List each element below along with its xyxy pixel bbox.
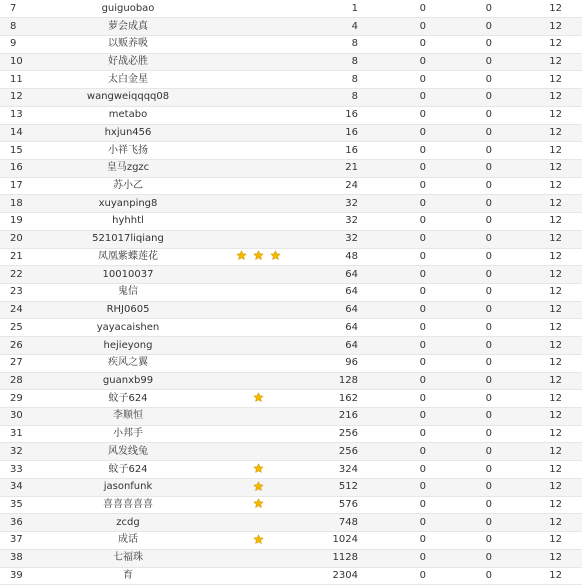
stat-cell-2: 0 <box>426 443 492 461</box>
stat-cell-1: 0 <box>368 159 426 177</box>
table-row <box>0 0 582 18</box>
stat-cell-1: 0 <box>368 549 426 567</box>
stat-cell-3: 12 <box>492 496 582 514</box>
score-cell: 64 <box>308 301 368 319</box>
table-row <box>0 18 582 36</box>
stat-cell-2: 0 <box>426 106 492 124</box>
rank-cell: 15 <box>0 142 48 160</box>
score-cell: 32 <box>308 213 368 231</box>
star-rating <box>208 0 308 18</box>
stat-cell-3: 12 <box>492 230 582 248</box>
stat-cell-1: 0 <box>368 266 426 284</box>
star-rating <box>208 496 308 514</box>
score-cell: 21 <box>308 159 368 177</box>
star-rating <box>208 266 308 284</box>
score-cell: 8 <box>308 89 368 107</box>
stat-cell-3: 12 <box>492 89 582 107</box>
rank-cell: 37 <box>0 532 48 550</box>
player-name: guanxb99 <box>48 372 208 390</box>
stat-cell-1: 0 <box>368 532 426 550</box>
stat-cell-3: 12 <box>492 337 582 355</box>
player-name: 风发线兔 <box>48 443 208 461</box>
stat-cell-1: 0 <box>368 425 426 443</box>
player-name: 小祥飞扬 <box>48 142 208 160</box>
stat-cell-3: 12 <box>492 372 582 390</box>
stat-cell-2: 0 <box>426 549 492 567</box>
stat-cell-1: 0 <box>368 53 426 71</box>
table-row <box>0 425 582 443</box>
stat-cell-1: 0 <box>368 35 426 53</box>
player-name: 太白金星 <box>48 71 208 89</box>
stat-cell-1: 0 <box>368 18 426 36</box>
stat-cell-1: 0 <box>368 443 426 461</box>
score-cell: 1 <box>308 0 368 18</box>
score-cell: 162 <box>308 390 368 408</box>
score-cell: 1024 <box>308 532 368 550</box>
star-rating <box>208 89 308 107</box>
score-cell: 16 <box>308 124 368 142</box>
stat-cell-2: 0 <box>426 372 492 390</box>
stat-cell-3: 12 <box>492 35 582 53</box>
table-row <box>0 567 582 585</box>
rank-cell: 33 <box>0 461 48 479</box>
rank-cell: 23 <box>0 284 48 302</box>
star-rating <box>208 372 308 390</box>
stat-cell-3: 12 <box>492 425 582 443</box>
player-name: zcdg <box>48 514 208 532</box>
stat-cell-1: 0 <box>368 177 426 195</box>
score-cell: 8 <box>308 35 368 53</box>
stat-cell-3: 12 <box>492 71 582 89</box>
stat-cell-3: 12 <box>492 53 582 71</box>
table-row <box>0 248 582 266</box>
player-name: hyhhtl <box>48 213 208 231</box>
table-row <box>0 106 582 124</box>
stat-cell-2: 0 <box>426 319 492 337</box>
player-name: 成话 <box>48 532 208 550</box>
stat-cell-2: 0 <box>426 354 492 372</box>
stat-cell-1: 0 <box>368 354 426 372</box>
player-name: 凤凰紫蝶莲花 <box>48 248 208 266</box>
rank-cell: 14 <box>0 124 48 142</box>
table-row <box>0 124 582 142</box>
star-rating <box>208 18 308 36</box>
rank-cell: 35 <box>0 496 48 514</box>
star-rating <box>208 284 308 302</box>
table-row <box>0 177 582 195</box>
stat-cell-3: 12 <box>492 248 582 266</box>
star-rating <box>208 390 308 408</box>
score-cell: 64 <box>308 284 368 302</box>
rank-cell: 38 <box>0 549 48 567</box>
rank-cell: 10 <box>0 53 48 71</box>
stat-cell-2: 0 <box>426 159 492 177</box>
score-cell: 512 <box>308 478 368 496</box>
table-row <box>0 195 582 213</box>
rank-cell: 11 <box>0 71 48 89</box>
stat-cell-1: 0 <box>368 284 426 302</box>
stat-cell-1: 0 <box>368 461 426 479</box>
star-icon <box>253 481 264 492</box>
rank-cell: 22 <box>0 266 48 284</box>
table-row <box>0 142 582 160</box>
rank-cell: 17 <box>0 177 48 195</box>
stat-cell-2: 0 <box>426 142 492 160</box>
score-cell: 576 <box>308 496 368 514</box>
stat-cell-2: 0 <box>426 195 492 213</box>
stat-cell-3: 12 <box>492 301 582 319</box>
stat-cell-2: 0 <box>426 266 492 284</box>
player-name: 10010037 <box>48 266 208 284</box>
stat-cell-3: 12 <box>492 390 582 408</box>
star-rating <box>208 248 308 266</box>
rank-cell: 7 <box>0 0 48 18</box>
player-name: guiguobao <box>48 0 208 18</box>
player-name: jasonfunk <box>48 478 208 496</box>
stat-cell-2: 0 <box>426 408 492 426</box>
player-name: yayacaishen <box>48 319 208 337</box>
stat-cell-3: 12 <box>492 567 582 585</box>
rank-cell: 24 <box>0 301 48 319</box>
player-name: xuyanping8 <box>48 195 208 213</box>
star-icon <box>253 463 264 474</box>
star-rating <box>208 35 308 53</box>
score-cell: 216 <box>308 408 368 426</box>
rank-cell: 18 <box>0 195 48 213</box>
table-row <box>0 461 582 479</box>
rank-cell: 12 <box>0 89 48 107</box>
star-rating <box>208 71 308 89</box>
table-row <box>0 390 582 408</box>
stat-cell-2: 0 <box>426 301 492 319</box>
stat-cell-3: 12 <box>492 0 582 18</box>
stat-cell-1: 0 <box>368 372 426 390</box>
stat-cell-2: 0 <box>426 425 492 443</box>
table-row <box>0 71 582 89</box>
stat-cell-2: 0 <box>426 248 492 266</box>
table-row <box>0 159 582 177</box>
stat-cell-1: 0 <box>368 230 426 248</box>
score-cell: 96 <box>308 354 368 372</box>
stat-cell-3: 12 <box>492 18 582 36</box>
table-row <box>0 230 582 248</box>
stat-cell-3: 12 <box>492 284 582 302</box>
star-rating <box>208 549 308 567</box>
stat-cell-3: 12 <box>492 354 582 372</box>
score-cell: 8 <box>308 53 368 71</box>
stat-cell-1: 0 <box>368 478 426 496</box>
stat-cell-2: 0 <box>426 177 492 195</box>
rank-cell: 34 <box>0 478 48 496</box>
star-rating <box>208 461 308 479</box>
stat-cell-2: 0 <box>426 390 492 408</box>
rank-cell: 25 <box>0 319 48 337</box>
rank-cell: 36 <box>0 514 48 532</box>
star-rating <box>208 319 308 337</box>
player-name: 李顺恒 <box>48 408 208 426</box>
rank-cell: 20 <box>0 230 48 248</box>
star-icon <box>253 534 264 545</box>
score-cell: 4 <box>308 18 368 36</box>
rank-cell: 32 <box>0 443 48 461</box>
score-cell: 64 <box>308 266 368 284</box>
score-cell: 64 <box>308 319 368 337</box>
player-name: 疾风之翼 <box>48 354 208 372</box>
stat-cell-3: 12 <box>492 408 582 426</box>
stat-cell-2: 0 <box>426 230 492 248</box>
table-row <box>0 35 582 53</box>
stat-cell-2: 0 <box>426 478 492 496</box>
star-rating <box>208 230 308 248</box>
table-row <box>0 319 582 337</box>
star-rating <box>208 213 308 231</box>
score-cell: 2304 <box>308 567 368 585</box>
table-row <box>0 337 582 355</box>
stat-cell-1: 0 <box>368 301 426 319</box>
table-row <box>0 549 582 567</box>
star-rating <box>208 301 308 319</box>
rank-cell: 27 <box>0 354 48 372</box>
player-name: wangweiqqqq08 <box>48 89 208 107</box>
stat-cell-3: 12 <box>492 549 582 567</box>
rank-cell: 16 <box>0 159 48 177</box>
star-rating <box>208 124 308 142</box>
star-rating <box>208 106 308 124</box>
rank-cell: 28 <box>0 372 48 390</box>
star-rating <box>208 53 308 71</box>
player-name: 蚊子624 <box>48 390 208 408</box>
score-cell: 1128 <box>308 549 368 567</box>
player-name: hejieyong <box>48 337 208 355</box>
table-row <box>0 266 582 284</box>
table-row <box>0 532 582 550</box>
stat-cell-3: 12 <box>492 514 582 532</box>
star-rating <box>208 142 308 160</box>
star-rating <box>208 408 308 426</box>
star-rating <box>208 354 308 372</box>
stat-cell-1: 0 <box>368 319 426 337</box>
score-cell: 16 <box>308 142 368 160</box>
stat-cell-1: 0 <box>368 248 426 266</box>
stat-cell-2: 0 <box>426 284 492 302</box>
stat-cell-1: 0 <box>368 408 426 426</box>
stat-cell-2: 0 <box>426 337 492 355</box>
player-name: 萝会成真 <box>48 18 208 36</box>
stat-cell-3: 12 <box>492 532 582 550</box>
player-name: 以贩养吸 <box>48 35 208 53</box>
star-icon <box>253 392 264 403</box>
stat-cell-3: 12 <box>492 124 582 142</box>
rank-cell: 30 <box>0 408 48 426</box>
player-name: 小邦手 <box>48 425 208 443</box>
star-rating <box>208 514 308 532</box>
star-rating <box>208 195 308 213</box>
stat-cell-3: 12 <box>492 443 582 461</box>
table-row <box>0 514 582 532</box>
stat-cell-2: 0 <box>426 0 492 18</box>
player-name: metabo <box>48 106 208 124</box>
star-rating <box>208 177 308 195</box>
player-name: RHJ0605 <box>48 301 208 319</box>
stat-cell-2: 0 <box>426 71 492 89</box>
stat-cell-3: 12 <box>492 195 582 213</box>
stat-cell-1: 0 <box>368 567 426 585</box>
score-cell: 16 <box>308 106 368 124</box>
score-cell: 32 <box>308 195 368 213</box>
stat-cell-1: 0 <box>368 496 426 514</box>
rank-cell: 8 <box>0 18 48 36</box>
table-row <box>0 496 582 514</box>
stat-cell-2: 0 <box>426 461 492 479</box>
stat-cell-1: 0 <box>368 390 426 408</box>
rank-cell: 13 <box>0 106 48 124</box>
player-name: hxjun456 <box>48 124 208 142</box>
stat-cell-2: 0 <box>426 514 492 532</box>
stat-cell-2: 0 <box>426 18 492 36</box>
rank-cell: 31 <box>0 425 48 443</box>
stat-cell-1: 0 <box>368 71 426 89</box>
stat-cell-3: 12 <box>492 213 582 231</box>
stat-cell-2: 0 <box>426 124 492 142</box>
player-name: 七福珠 <box>48 549 208 567</box>
stat-cell-1: 0 <box>368 337 426 355</box>
score-cell: 748 <box>308 514 368 532</box>
player-name: 育 <box>48 567 208 585</box>
stat-cell-3: 12 <box>492 159 582 177</box>
score-cell: 64 <box>308 337 368 355</box>
star-rating <box>208 337 308 355</box>
star-rating <box>208 478 308 496</box>
stat-cell-1: 0 <box>368 106 426 124</box>
player-name: 苏小乙 <box>48 177 208 195</box>
score-cell: 48 <box>308 248 368 266</box>
rank-cell: 26 <box>0 337 48 355</box>
star-rating <box>208 443 308 461</box>
stat-cell-3: 12 <box>492 106 582 124</box>
table-row <box>0 408 582 426</box>
table-row <box>0 443 582 461</box>
player-name: 521017liqiang <box>48 230 208 248</box>
score-cell: 324 <box>308 461 368 479</box>
table-row <box>0 372 582 390</box>
rank-cell: 21 <box>0 248 48 266</box>
player-name: 蚊子624 <box>48 461 208 479</box>
stat-cell-2: 0 <box>426 213 492 231</box>
table-row <box>0 284 582 302</box>
stat-cell-1: 0 <box>368 514 426 532</box>
stat-cell-2: 0 <box>426 89 492 107</box>
stat-cell-1: 0 <box>368 89 426 107</box>
stat-cell-2: 0 <box>426 496 492 514</box>
table-row <box>0 53 582 71</box>
table-row <box>0 478 582 496</box>
player-name: 鬼信 <box>48 284 208 302</box>
stat-cell-3: 12 <box>492 177 582 195</box>
score-cell: 128 <box>308 372 368 390</box>
rank-cell: 19 <box>0 213 48 231</box>
stat-cell-3: 12 <box>492 319 582 337</box>
stat-cell-1: 0 <box>368 142 426 160</box>
score-cell: 24 <box>308 177 368 195</box>
rank-cell: 9 <box>0 35 48 53</box>
score-cell: 32 <box>308 230 368 248</box>
star-rating <box>208 532 308 550</box>
table-row <box>0 301 582 319</box>
score-cell: 256 <box>308 425 368 443</box>
star-icon <box>236 250 247 261</box>
star-icon <box>253 250 264 261</box>
stat-cell-2: 0 <box>426 532 492 550</box>
score-cell: 8 <box>308 71 368 89</box>
table-row <box>0 213 582 231</box>
player-name: 好战必胜 <box>48 53 208 71</box>
stat-cell-1: 0 <box>368 0 426 18</box>
rank-cell: 29 <box>0 390 48 408</box>
table-row <box>0 89 582 107</box>
stat-cell-3: 12 <box>492 266 582 284</box>
stat-cell-3: 12 <box>492 478 582 496</box>
stat-cell-3: 12 <box>492 461 582 479</box>
star-rating <box>208 425 308 443</box>
star-icon <box>253 498 264 509</box>
star-rating <box>208 159 308 177</box>
score-cell: 256 <box>308 443 368 461</box>
table-row <box>0 354 582 372</box>
stat-cell-2: 0 <box>426 567 492 585</box>
player-name: 皇马zgzc <box>48 159 208 177</box>
stat-cell-3: 12 <box>492 142 582 160</box>
stat-cell-2: 0 <box>426 35 492 53</box>
star-icon <box>270 250 281 261</box>
rank-cell: 39 <box>0 567 48 585</box>
star-rating <box>208 567 308 585</box>
stat-cell-2: 0 <box>426 53 492 71</box>
player-name: 喜喜喜喜喜 <box>48 496 208 514</box>
stat-cell-1: 0 <box>368 124 426 142</box>
stat-cell-1: 0 <box>368 213 426 231</box>
stat-cell-1: 0 <box>368 195 426 213</box>
